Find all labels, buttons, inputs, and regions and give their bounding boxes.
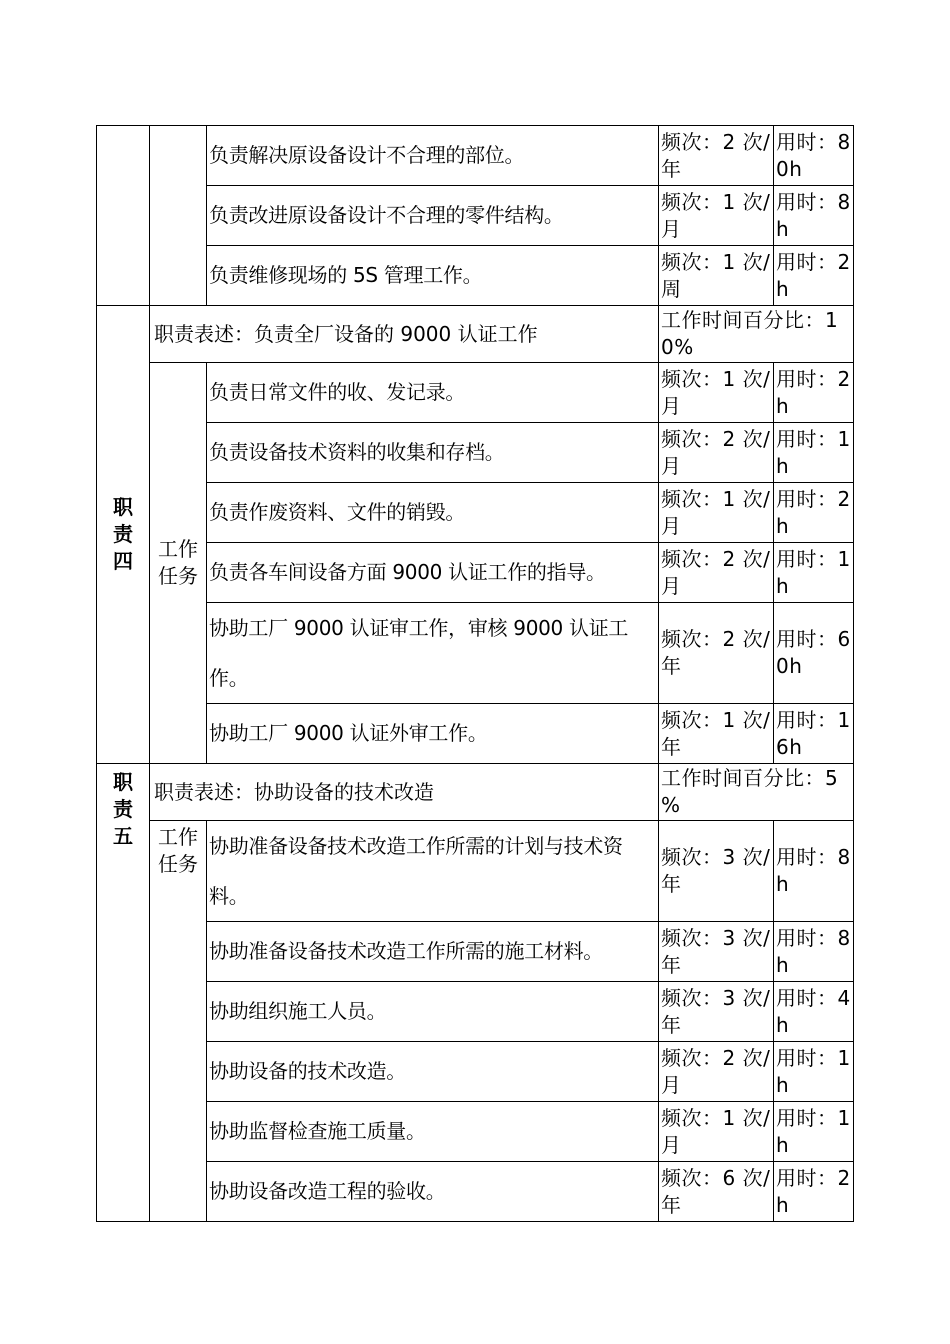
frequency-value: 频次：1 次/月 <box>659 483 774 543</box>
table-row <box>97 483 854 543</box>
duties-table <box>96 125 854 1222</box>
task-label-cell-empty <box>150 126 207 306</box>
duration-value: 用时：8h <box>774 821 854 922</box>
frequency-value: 频次：2 次/月 <box>659 543 774 603</box>
table-row <box>97 126 854 186</box>
frequency-value: 频次：2 次/月 <box>659 1042 774 1102</box>
duration-value: 用时：1h <box>774 1102 854 1162</box>
table-row <box>97 704 854 764</box>
table-row <box>97 423 854 483</box>
task-text: 协助设备的技术改造。 <box>207 1042 659 1102</box>
task-text: 负责日常文件的收、发记录。 <box>207 363 659 423</box>
section-cell-empty <box>97 126 150 306</box>
table-row <box>97 821 854 922</box>
task-text: 负责作废资料、文件的销毁。 <box>207 483 659 543</box>
duty-four-description: 职责表述：负责全厂设备的 9000 认证工作 <box>150 306 659 363</box>
duration-value: 用时：8h <box>774 922 854 982</box>
duty-four-time-percent: 工作时间百分比：10% <box>659 306 854 363</box>
duration-value: 用时：4h <box>774 982 854 1042</box>
table-row <box>97 246 854 306</box>
task-text: 协助准备设备技术改造工作所需的施工材料。 <box>207 922 659 982</box>
duty-four-label: 职责四 <box>97 306 150 764</box>
frequency-value: 频次：3 次/年 <box>659 922 774 982</box>
frequency-value: 频次：1 次/月 <box>659 363 774 423</box>
duration-value: 用时：2h <box>774 246 854 306</box>
frequency-value: 频次：3 次/年 <box>659 821 774 922</box>
task-text: 协助组织施工人员。 <box>207 982 659 1042</box>
table-row <box>97 603 854 704</box>
frequency-value: 频次：1 次/月 <box>659 1102 774 1162</box>
task-text: 负责设备技术资料的收集和存档。 <box>207 423 659 483</box>
table-row <box>97 982 854 1042</box>
frequency-value: 频次：1 次/ 年 <box>659 704 774 764</box>
task-text: 协助工厂 9000 认证审工作，审核 9000 认证工作。 <box>207 603 659 704</box>
table-row <box>97 922 854 982</box>
duty-five-description: 职责表述：协助设备的技术改造 <box>150 764 659 821</box>
duty-five-label: 职责五 <box>97 764 150 1222</box>
frequency-value: 频次：2 次/月 <box>659 423 774 483</box>
table-row <box>97 306 854 363</box>
duration-value: 用时：60h <box>774 603 854 704</box>
duration-value: 用时：8h <box>774 186 854 246</box>
duration-value: 用时：1h <box>774 1042 854 1102</box>
table-row <box>97 363 854 423</box>
table-row <box>97 543 854 603</box>
frequency-value: 频次：1 次/月 <box>659 186 774 246</box>
table-row <box>97 1102 854 1162</box>
task-text: 协助设备改造工程的验收。 <box>207 1162 659 1222</box>
duration-value: 用时：16h <box>774 704 854 764</box>
table-row <box>97 1042 854 1102</box>
task-text: 负责改进原设备设计不合理的零件结构。 <box>207 186 659 246</box>
task-text: 负责解决原设备设计不合理的部位。 <box>207 126 659 186</box>
duration-value: 用时：1h <box>774 543 854 603</box>
frequency-value: 频次：3 次/年 <box>659 982 774 1042</box>
duration-value: 用时：2h <box>774 483 854 543</box>
task-text: 负责各车间设备方面 9000 认证工作的指导。 <box>207 543 659 603</box>
frequency-value: 频次：2 次/ 年 <box>659 603 774 704</box>
task-text: 协助准备设备技术改造工作所需的计划与技术资料。 <box>207 821 659 922</box>
duration-value: 用时：2h <box>774 1162 854 1222</box>
frequency-value: 频次：6 次/年 <box>659 1162 774 1222</box>
duration-value: 用时：1h <box>774 423 854 483</box>
work-task-label: 工作任务 <box>150 363 207 764</box>
frequency-value: 频次：1 次/周 <box>659 246 774 306</box>
duration-value: 用时：2h <box>774 363 854 423</box>
task-text: 负责维修现场的 5S 管理工作。 <box>207 246 659 306</box>
frequency-value: 频次：2 次/年 <box>659 126 774 186</box>
table-row <box>97 1162 854 1222</box>
work-task-label: 工作任务 <box>150 821 207 1222</box>
task-text: 协助工厂 9000 认证外审工作。 <box>207 704 659 764</box>
duration-value: 用时：80h <box>774 126 854 186</box>
table-row <box>97 186 854 246</box>
task-text: 协助监督检查施工质量。 <box>207 1102 659 1162</box>
duty-five-time-percent: 工作时间百分比：5 % <box>659 764 854 821</box>
table-row <box>97 764 854 821</box>
